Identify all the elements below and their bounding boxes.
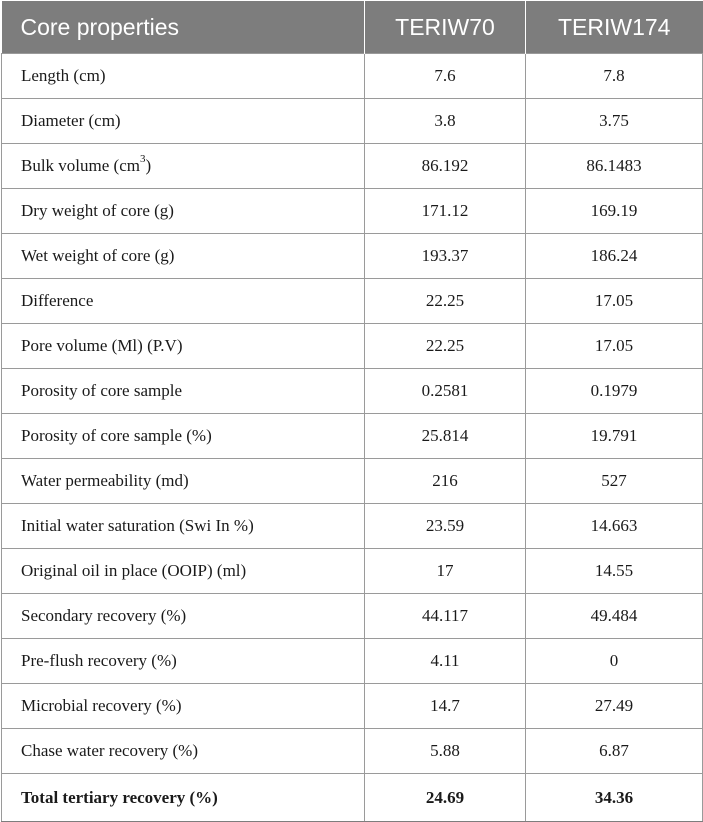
- table-row: [2, 54, 703, 99]
- value-teriw70: 216: [365, 459, 526, 504]
- table-row: [2, 504, 703, 549]
- value-teriw174: 49.484: [526, 594, 703, 639]
- table-header: [2, 1, 703, 54]
- row-label: Chase water recovery (%): [2, 729, 365, 774]
- value-teriw70: 25.814: [365, 414, 526, 459]
- value-teriw70: 5.88: [365, 729, 526, 774]
- row-label: Dry weight of core (g): [2, 189, 365, 234]
- value-teriw70: 22.25: [365, 324, 526, 369]
- row-label: Total tertiary recovery (%): [2, 774, 365, 822]
- header-row: [2, 1, 703, 54]
- total-row: [2, 774, 703, 822]
- value-teriw174: 186.24: [526, 234, 703, 279]
- row-label: Pore volume (Ml) (P.V): [2, 324, 365, 369]
- value-teriw174: 0.1979: [526, 369, 703, 414]
- table-row: [2, 189, 703, 234]
- value-teriw174: 3.75: [526, 99, 703, 144]
- value-teriw70: 23.59: [365, 504, 526, 549]
- header-teriw174: TERIW174: [526, 1, 703, 54]
- table-row: [2, 549, 703, 594]
- table-row: [2, 234, 703, 279]
- value-teriw70: 86.192: [365, 144, 526, 189]
- row-label: Difference: [2, 279, 365, 324]
- row-label: [2, 144, 365, 189]
- value-teriw174: 19.791: [526, 414, 703, 459]
- value-teriw174: 14.55: [526, 549, 703, 594]
- row-label: Length (cm): [2, 54, 365, 99]
- row-label: Original oil in place (OOIP) (ml): [2, 549, 365, 594]
- table-row: [2, 729, 703, 774]
- row-label-text: Bulk volume (cm: [21, 156, 140, 175]
- row-label: Water permeability (md): [2, 459, 365, 504]
- value-teriw70: 0.2581: [365, 369, 526, 414]
- table-row: [2, 144, 703, 189]
- table-row: [2, 639, 703, 684]
- row-label: Diameter (cm): [2, 99, 365, 144]
- core-properties-table: [1, 1, 703, 822]
- value-teriw174: 527: [526, 459, 703, 504]
- value-teriw174: 17.05: [526, 279, 703, 324]
- row-label: Porosity of core sample (%): [2, 414, 365, 459]
- table-row: [2, 324, 703, 369]
- value-teriw70: 3.8: [365, 99, 526, 144]
- value-teriw174: 27.49: [526, 684, 703, 729]
- table-row: [2, 99, 703, 144]
- superscript: 3: [139, 153, 146, 166]
- table-row: [2, 684, 703, 729]
- value-teriw70: 24.69: [365, 774, 526, 822]
- row-label-suffix: ): [145, 156, 152, 175]
- value-teriw70: 7.6: [365, 54, 526, 99]
- value-teriw174: 169.19: [526, 189, 703, 234]
- row-label: Porosity of core sample: [2, 369, 365, 414]
- header-teriw70: TERIW70: [365, 1, 526, 54]
- table-row: [2, 594, 703, 639]
- value-teriw70: 44.117: [365, 594, 526, 639]
- table-row: [2, 414, 703, 459]
- value-teriw174: 14.663: [526, 504, 703, 549]
- row-label: Secondary recovery (%): [2, 594, 365, 639]
- table-row: [2, 369, 703, 414]
- value-teriw174: 6.87: [526, 729, 703, 774]
- value-teriw70: 4.11: [365, 639, 526, 684]
- table-row: [2, 459, 703, 504]
- value-teriw70: 22.25: [365, 279, 526, 324]
- value-teriw70: 171.12: [365, 189, 526, 234]
- table-row: [2, 279, 703, 324]
- row-label: Initial water saturation (Swi In %): [2, 504, 365, 549]
- value-teriw174: 86.1483: [526, 144, 703, 189]
- value-teriw174: 0: [526, 639, 703, 684]
- value-teriw174: 7.8: [526, 54, 703, 99]
- value-teriw70: 17: [365, 549, 526, 594]
- value-teriw70: 193.37: [365, 234, 526, 279]
- value-teriw174: 34.36: [526, 774, 703, 822]
- value-teriw174: 17.05: [526, 324, 703, 369]
- value-teriw70: 14.7: [365, 684, 526, 729]
- row-label: Pre-flush recovery (%): [2, 639, 365, 684]
- table-body: [2, 54, 703, 822]
- row-label: Microbial recovery (%): [2, 684, 365, 729]
- row-label: Wet weight of core (g): [2, 234, 365, 279]
- header-core-properties: Core properties: [2, 1, 365, 54]
